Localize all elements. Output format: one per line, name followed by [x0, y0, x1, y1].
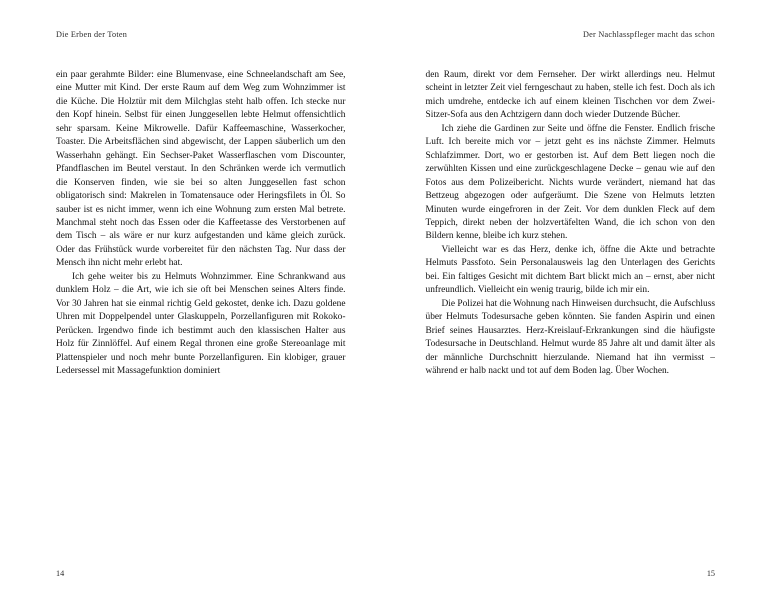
right-page — [386, 0, 771, 600]
page-number-left: 14 — [56, 569, 65, 578]
right-page-text-column — [426, 69, 716, 378]
paragraph: ein paar gerahmte Bilder: eine Blumenvase, eine Schneelandschaft am See, eine Mutter mit Kind. Der erste Raum auf dem Weg zum Wohnzimmer ist die Küche. Die Holztür mit dem Milchglas steht halb offen. Ich stecke nur den Kopf hinein. Selbst für einen Junggesellen lebte Helmut offensichtlich sehr sparsam. Keine Mikrowelle. Dafür Kaffeemaschine, Wasserkocher, Toaster. Die Arbeitsflächen sind abgewischt, der Lappen säuberlich um den Wasserhahn gehängt. Ein Sechser-Paket Wasserflaschen vom Discounter, Pfandflaschen im Beutel verstaut. In den Schränken werde ich vermutlich die Konserven finden, wie sie bei so alten Junggesellen fast schon obligatorisch sind: Makrelen in Tomatensauce oder Heringsfilets in Öl. So sauber ist es nicht immer, wenn ich eine Wohnung zum ersten Mal betrete. Manchmal steht noch das Essen oder die Kaffeetasse des Verstorbenen auf dem Tisch – als wäre er nur kurz aufgestanden und käme gleich zurück. Oder das Frühstück wurde vorbereitet für den nächsten Tag. Nur dass der Mensch ihn nicht mehr erlebt hat. — [56, 70, 346, 269]
running-head-right: Der Nachlasspfleger macht das schon — [583, 30, 715, 39]
paragraph: Die Polizei hat die Wohnung nach Hinweisen durchsucht, die Aufschluss über Helmuts Todesursache geben könnten. Sie fanden Aspirin und einen Brief seines Hausarztes. Herz-Kreislauf-Erkrankungen sind die häufigste Todesursache in Deutschland. Helmut wurde 85 Jahre alt und damit älter als der männliche Durchschnitt hierzulande. Niemand hat ihn vermisst – während er halb nackt und tot auf dem Boden lag. Über Wochen. — [425, 298, 715, 376]
paragraph: Ich ziehe die Gardinen zur Seite und öffne die Fenster. Endlich frische Luft. Ich bereite mich vor – jetzt geht es ins nächste Zimmer. Helmuts Schlafzimmer. Dort, wo er gestorben ist. Auf dem Bett liegen noch die zerwühlten Kissen und eine zurückgeschlagene Decke – genau wie auf den Fotos aus dem Polizeibericht. Nichts wurde verändert, niemand hat das Bettzeug abgezogen oder aufgeräumt. Die Szene von Helmuts letzten Minuten wurde eingefroren in der Zeit. Vor dem dunklen Fleck auf dem Teppich, direkt neben der holzvertäfelten Wand, die ich schon von den Bildern kenne, bleibe ich kurz stehen. — [425, 123, 715, 242]
running-head-left: Die Erben der Toten — [56, 30, 128, 39]
paragraph: den Raum, direkt vor dem Fernseher. Der wirkt allerdings neu. Helmut scheint in letzter Zeit viel ferngeschaut zu haben, stelle ich fest. Doch als ich mich umdrehe, entdecke ich auf einem kleinen Tischchen vor dem Zwei-Sitzer-Sofa aus den Achtzigern dann doch wieder Dutzende Bücher. — [425, 70, 715, 121]
paragraph: Ich gehe weiter bis zu Helmuts Wohnzimmer. Eine Schrankwand aus dunklem Holz – die Art, wie ich sie oft bei Menschen seines Alters finde. Vor 30 Jahren hat sie einmal richtig Geld gekostet, denke ich. Dazu goldene Uhren mit Doppelpendel unter Glaskuppeln, Porzellanfiguren mit Rokoko-Perücken. Irgendwo finde ich bestimmt auch den klassischen Halter aus Holz für Zinnlöffel. Auf einem Regal thronen eine große Stereoanlage mit Plattenspieler und noch mehr bunte Porzellanfiguren. Ein klobiger, grauer Ledersessel mit Massagefunktion dominiert — [56, 271, 346, 376]
paragraph: Vielleicht war es das Herz, denke ich, öffne die Akte und betrachte Helmuts Passfoto. Sein Personalausweis lag den Unterlagen des Gerichts bei. Ein faltiges Gesicht mit dichtem Bart blickt mich an – ernst, aber nicht unfreundlich. Vielleicht ein wenig traurig, bilde ich mir ein. — [425, 244, 715, 296]
left-page-text-column — [56, 69, 346, 378]
page-number-right: 15 — [706, 569, 715, 578]
